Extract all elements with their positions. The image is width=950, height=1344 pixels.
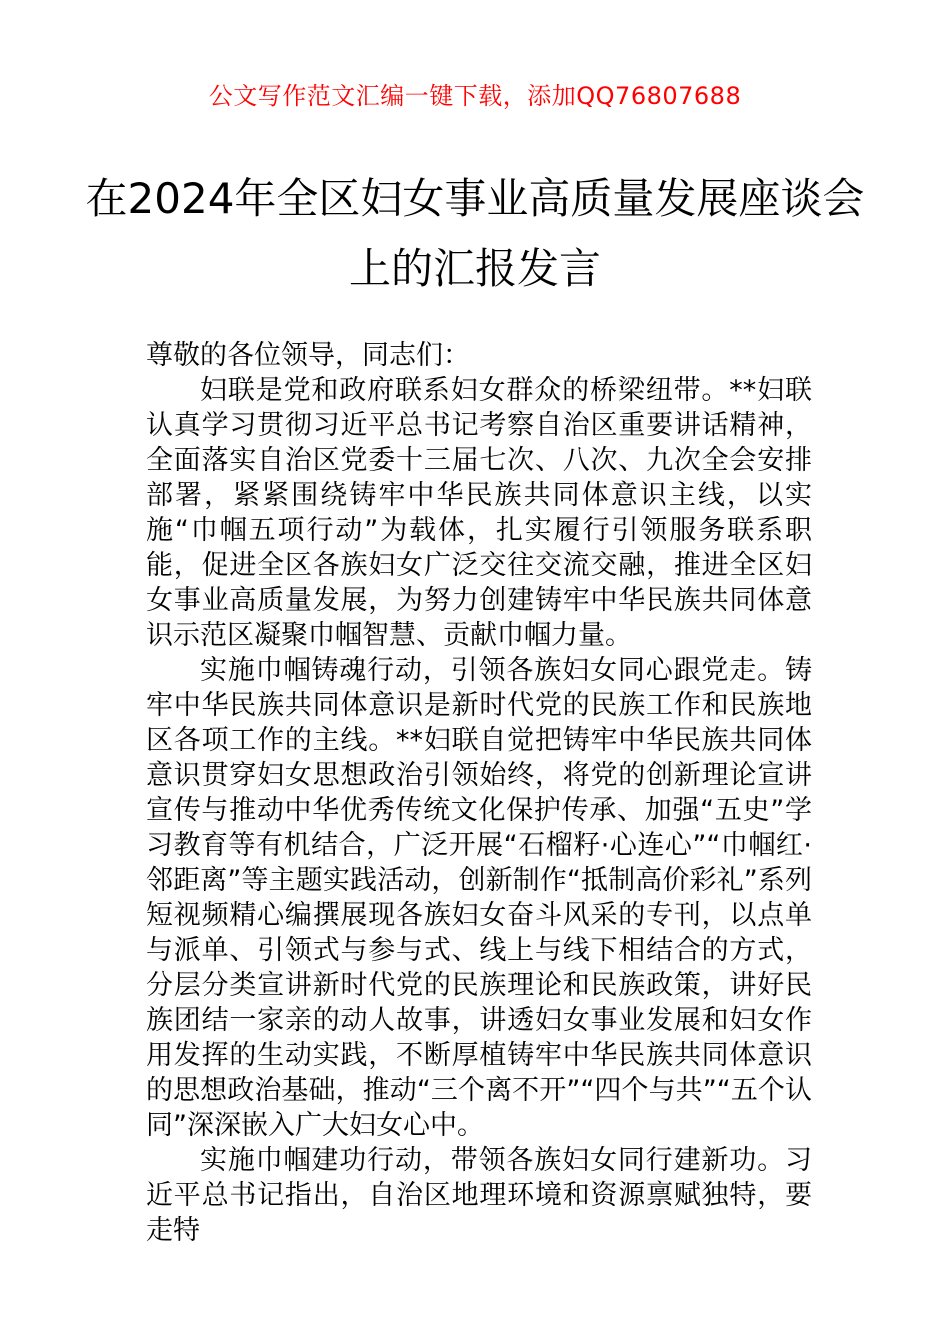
title-line-1: 在2024年全区妇女事业高质量发展座谈会 (85, 174, 865, 223)
document-title (70, 164, 880, 304)
paragraph-1: 妇联是党和政府联系妇女群众的桥梁纽带。**妇联认真学习贯彻习近平总书记考察自治区重要讲话精神，全面落实自治区党委十三届七次、八次、九次全会安排部署，紧紧围绕铸牢中华民族共同体意识主线，以实施“巾帼五项行动”为载体，扎实履行引领服务联系职能，促进全区各族妇女广泛交往交流交融，推进全区妇女事业高质量发展，为努力创建铸牢中华民族共同体意识示范区凝聚巾帼智慧、贡献巾帼力量。 (146, 375, 812, 651)
paragraph-3: 实施巾帼建功行动，带领各族妇女同行建新功。习近平总书记指出，自治区地理环境和资源禀赋独特，要走特 (146, 1145, 812, 1246)
salutation: 尊敬的各位领导，同志们： (146, 340, 470, 371)
header-notice: 公文写作范文汇编一键下载，添加QQ76807688 (208, 82, 742, 110)
document-body (146, 338, 812, 1248)
paragraph-2: 实施巾帼铸魂行动，引领各族妇女同心跟党走。铸牢中华民族共同体意识是新时代党的民族工作和民族地区各项工作的主线。**妇联自觉把铸牢中华民族共同体意识贯穿妇女思想政治引领始终，将党的创新理论宣讲宣传与推动中华优秀传统文化保护传承、加强“五史”学习教育等有机结合，广泛开展“石榴籽·心连心”“巾帼红·邻距离”等主题实践活动，创新制作“抵制高价彩礼”系列短视频精心编撰展现各族妇女奋斗风采的专刊，以点单与派单、引领式与参与式、线上与线下相结合的方式，分层分类宣讲新时代党的民族理论和民族政策，讲好民族团结一家亲的动人故事，讲透妇女事业发展和妇女作用发挥的生动实践，不断厚植铸牢中华民族共同体意识的思想政治基础，推动“三个离不开”“四个与共”“五个认同”深深嵌入广大妇女心中。 (146, 655, 812, 1141)
title-line-2: 上的汇报发言 (348, 244, 601, 293)
